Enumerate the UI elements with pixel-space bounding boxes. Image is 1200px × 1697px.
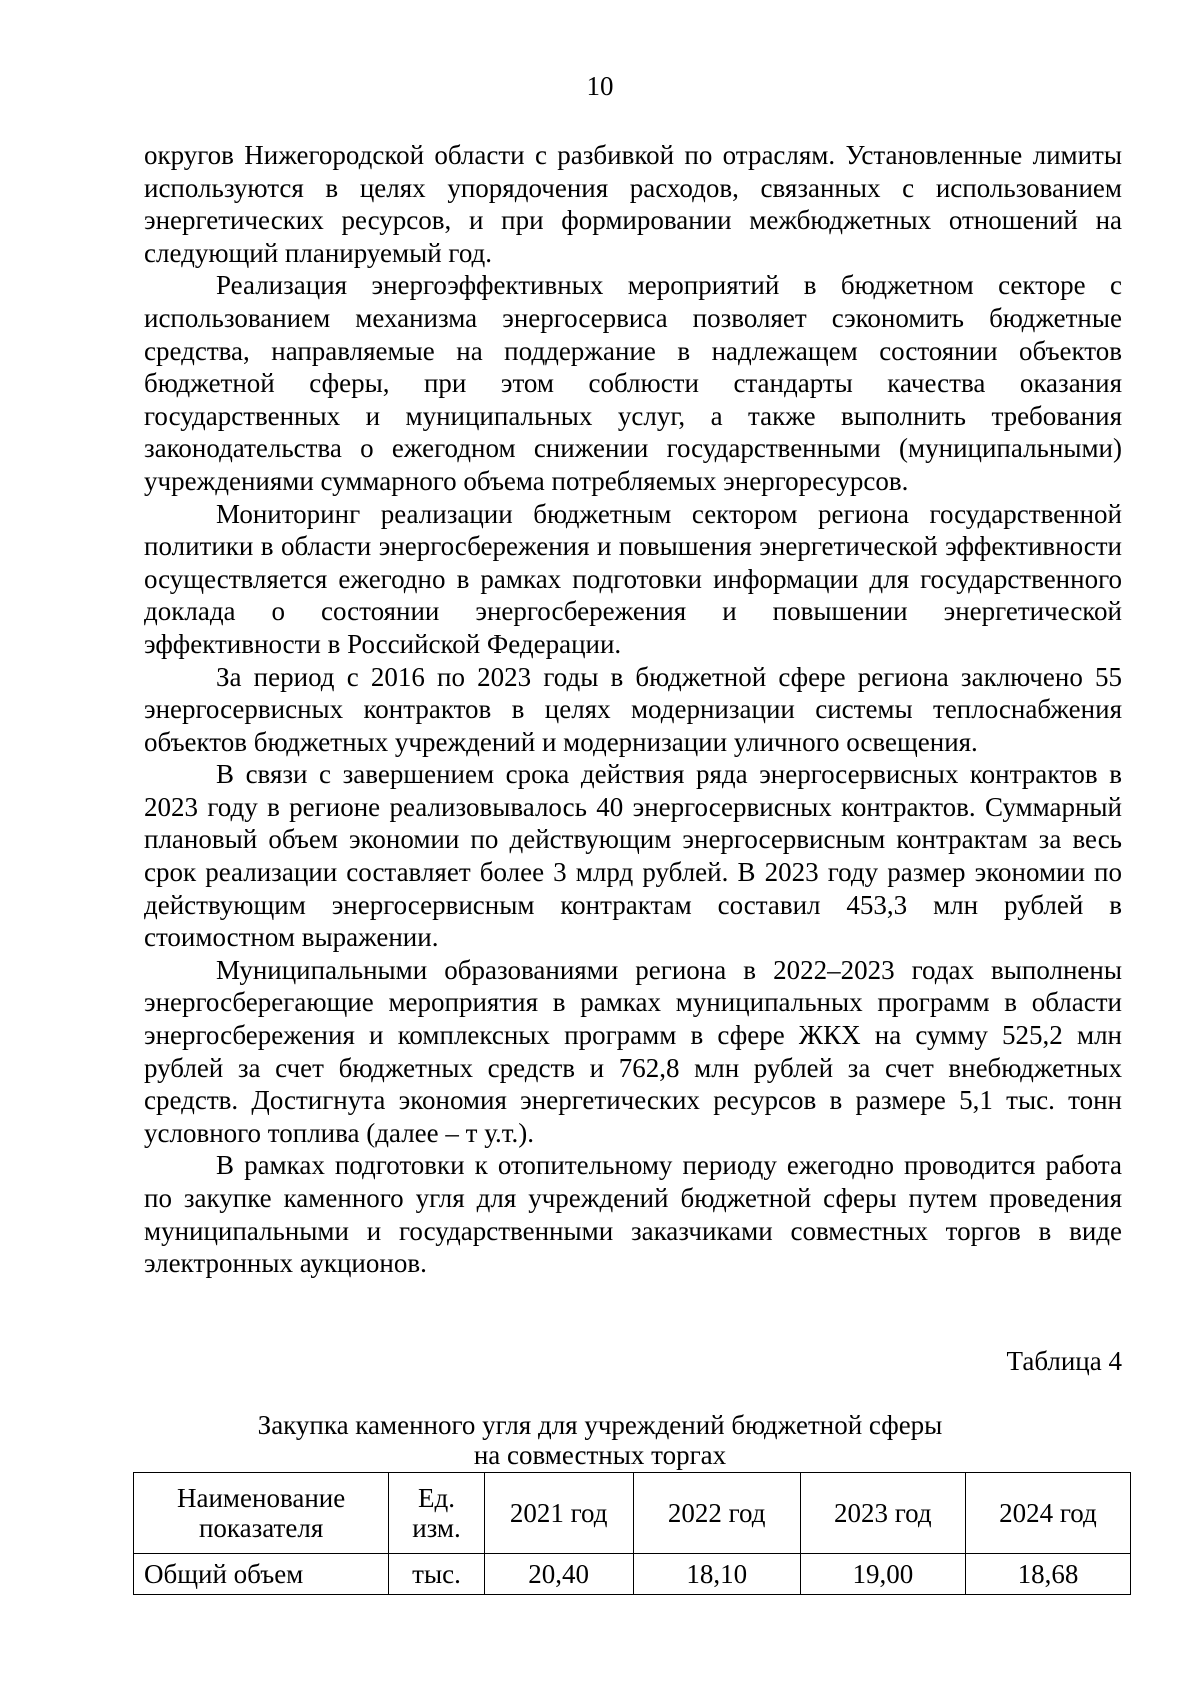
table-label: Таблица 4 — [1006, 1346, 1122, 1376]
paragraph-5: В связи с завершением срока действия ряда энергосервисных контрактов в 2023 году в регионе реализовывалось 40 энергосервисных контрактов. Суммарный плановый объем экономии по действующим энергосервисным контрактам за весь срок реализации составляет более 3 млрд рублей. В 2023 году размер экономии по действующим энергосервисным контрактам составил 453,3 млн рублей в стоимостном выражении. — [144, 759, 1122, 953]
table-caption — [0, 1410, 1200, 1470]
header-2021: 2021 год — [484, 1473, 633, 1554]
header-2022: 2022 год — [633, 1473, 800, 1554]
paragraph-2: Реализация энергоэффективных мероприятий в бюджетном секторе с использованием механизма энергосервиса позволяет сэкономить бюджетные средства, направляемые на поддержание в надлежащем состоянии объектов бюджетной сферы, при этом соблюсти стандарты качества оказания государственных и муниципальных услуг, а также выполнить требования законодательства о ежегодном снижении государственными (муниципальными) учреждениями суммарного объема потребляемых энергоресурсов. — [144, 270, 1122, 496]
cell-2022: 18,10 — [633, 1554, 800, 1595]
paragraph-6: Муниципальными образованиями региона в 2022–2023 годах выполнены энергосберегающие мероприятия в рамках муниципальных программ в области энергосбережения и комплексных программ в сфере ЖКХ на сумму 525,2 млн рублей за счет бюджетных средств и 762,8 млн рублей за счет внебюджетных средств. Достигнута экономия энергетических ресурсов в размере 5,1 тыс. тонн условного топлива (далее – т у.т.). — [144, 954, 1122, 1148]
cell-2021: 20,40 — [484, 1554, 633, 1595]
header-2023: 2023 год — [800, 1473, 965, 1554]
header-unit: Ед. изм. — [389, 1473, 485, 1554]
cell-indicator-name: Общий объем — [134, 1554, 389, 1595]
coal-purchase-table — [133, 1472, 1131, 1595]
paragraph-3: Мониторинг реализации бюджетным сектором региона государственной политики в области энергосбережения и повышения энергетической эффективности осуществляется ежегодно в рамках подготовки информации для государственного доклада о состоянии энергосбережения и повышении энергетической эффективности в Российской Федерации. — [144, 498, 1122, 659]
table-header-row — [134, 1473, 1131, 1554]
page-number: 10 — [586, 71, 614, 101]
table-caption-line-2: на совместных торгах — [473, 1440, 727, 1470]
body-text — [144, 139, 1122, 1280]
cell-2024: 18,68 — [965, 1554, 1130, 1595]
cell-unit: тыс. — [389, 1554, 485, 1595]
header-2024: 2024 год — [965, 1473, 1130, 1554]
paragraph-4: За период с 2016 по 2023 годы в бюджетной сфере региона заключено 55 энергосервисных контрактов в целях модернизации системы теплоснабжения объектов бюджетных учреждений и модернизации уличного освещения. — [144, 661, 1122, 757]
cell-2023: 19,00 — [800, 1554, 965, 1595]
table-row — [134, 1554, 1131, 1595]
header-indicator-name: Наименование показателя — [134, 1473, 389, 1554]
paragraph-1: округов Нижегородской области с разбивкой по отраслям. Установленные лимиты используются в целях упорядочения расходов, связанных с использованием энергетических ресурсов, и при формировании межбюджетных отношений на следующий планируемый год. — [144, 140, 1122, 268]
table-caption-line-1: Закупка каменного угля для учреждений бюджетной сферы — [257, 1410, 943, 1440]
paragraph-7: В рамках подготовки к отопительному периоду ежегодно проводится работа по закупке каменного угля для учреждений бюджетной сферы путем проведения муниципальными и государственными заказчиками совместных торгов в виде электронных аукционов. — [144, 1150, 1122, 1279]
